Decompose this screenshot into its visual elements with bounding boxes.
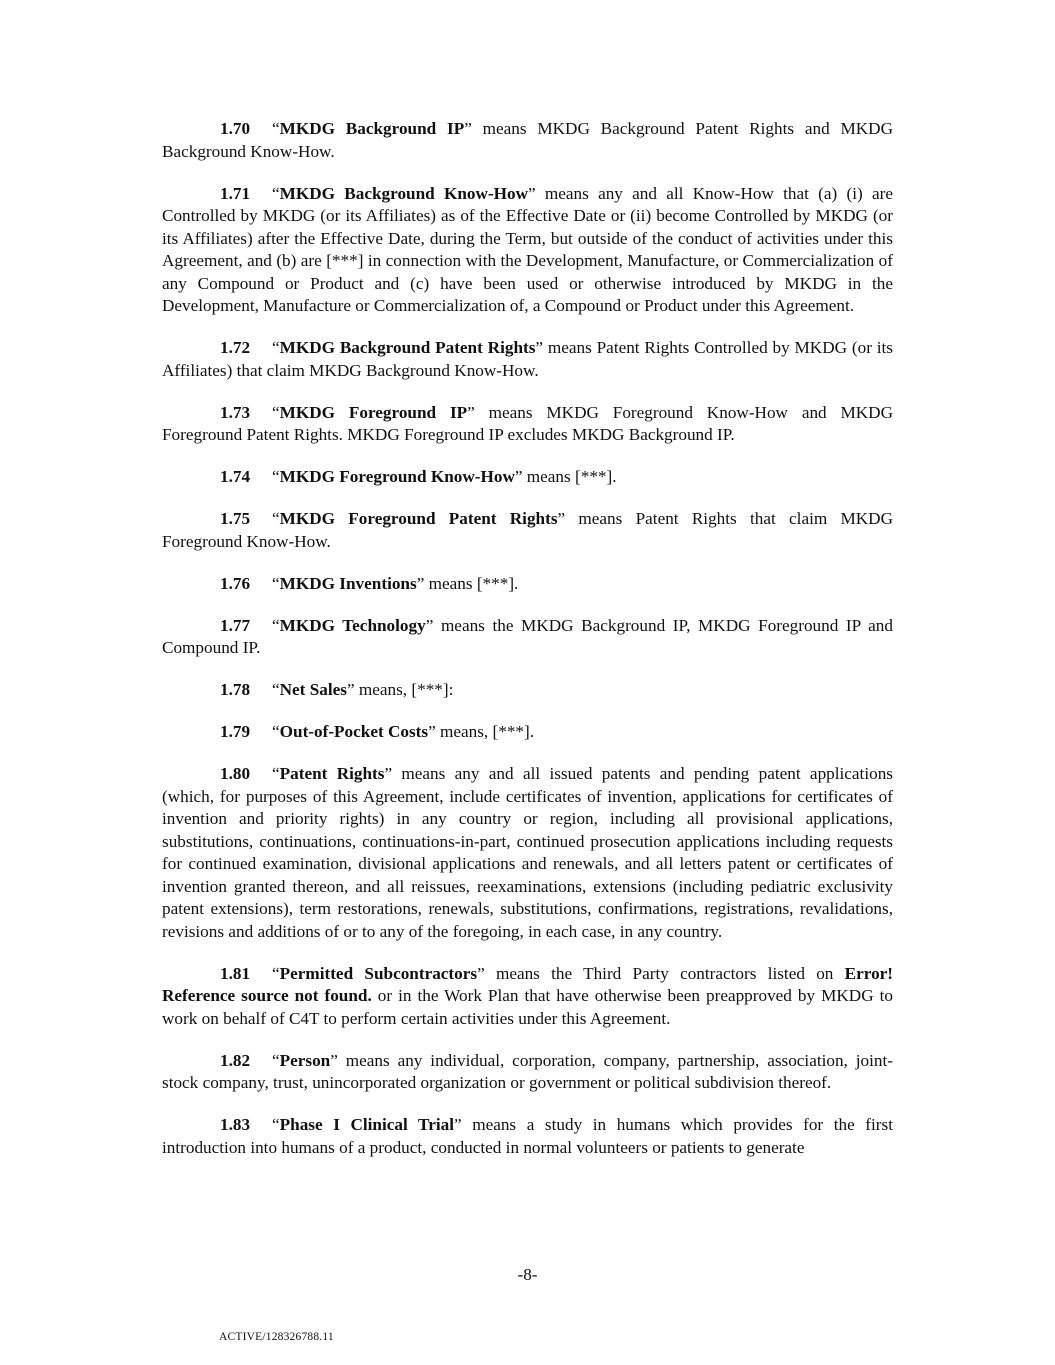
definition-text: ” means a study in humans which provides for the first introduction into humans of a product, conducted in normal volunteers or patients to generate bbox=[162, 1115, 893, 1157]
defined-term: MKDG Technology bbox=[279, 615, 426, 635]
definition-1-83 bbox=[162, 1114, 893, 1159]
section-number: 1.71 bbox=[220, 183, 251, 203]
section-number: 1.73 bbox=[220, 402, 251, 422]
page-number: -8- bbox=[517, 1265, 538, 1284]
defined-term: MKDG Background Patent Rights bbox=[279, 338, 536, 357]
open-quote: “ bbox=[272, 963, 280, 983]
open-quote: “ bbox=[272, 573, 280, 593]
defined-term: Out-of-Pocket Costs bbox=[279, 722, 429, 741]
definition-text: ” means [***]. bbox=[514, 467, 617, 486]
definition-text: ” means, [***]: bbox=[346, 680, 454, 699]
definition-1-82 bbox=[162, 1050, 893, 1095]
open-quote: “ bbox=[272, 615, 280, 635]
definition-text: ” means Patent Rights Controlled by MKDG (or its Affiliates) that claim MKDG Background Know-How. bbox=[162, 338, 893, 380]
definition-1-73 bbox=[162, 402, 893, 447]
open-quote: “ bbox=[272, 722, 280, 741]
defined-term: MKDG Foreground Patent Rights bbox=[279, 509, 558, 528]
open-quote: “ bbox=[272, 764, 280, 783]
definition-text: ” means MKDG Background Patent Rights and MKDG Background Know-How. bbox=[162, 119, 893, 161]
defined-term: MKDG Foreground IP bbox=[279, 402, 468, 422]
definition-1-81 bbox=[162, 963, 893, 1031]
defined-term: MKDG Background Know-How bbox=[279, 183, 529, 203]
defined-term: Phase I Clinical Trial bbox=[279, 1115, 454, 1134]
defined-term: MKDG Inventions bbox=[279, 573, 417, 593]
open-quote: “ bbox=[272, 402, 280, 422]
open-quote: “ bbox=[272, 338, 280, 357]
reference-error-text: Error! Reference source not found. bbox=[162, 963, 894, 1005]
open-quote: “ bbox=[272, 119, 280, 138]
section-number: 1.81 bbox=[220, 963, 251, 983]
defined-term: MKDG Foreground Know-How bbox=[279, 467, 515, 486]
definition-1-72 bbox=[162, 337, 893, 382]
definitions-list bbox=[162, 118, 893, 1179]
defined-term: Patent Rights bbox=[279, 764, 385, 783]
open-quote: “ bbox=[272, 680, 280, 699]
definition-1-71 bbox=[162, 183, 893, 318]
definition-text: ” means the MKDG Background IP, MKDG Foreground IP and Compound IP. bbox=[162, 615, 893, 657]
open-quote: “ bbox=[272, 1115, 280, 1134]
definition-1-76 bbox=[162, 573, 893, 596]
definition-text: ” means any and all issued patents and pending patent applications (which, for purposes of this Agreement, include certificates of invention, applications for certificates of invention and priority rights) in any country or region, including all provisional applications, substitutions, continuations, continuations-in-part, continued prosecution applications including requests for continued examination, divisional applications and renewals, and all letters patent or certificates of invention granted thereon, and all reissues, reexaminations, extensions (including pediatric exclusivity patent extensions), term restorations, renewals, substitutions, confirmations, registrations, revalidations, revisions and additions of or to any of the foregoing, in each case, in any country. bbox=[162, 764, 893, 941]
definition-text: ” means MKDG Foreground Know-How and MKDG Foreground Patent Rights. MKDG Foreground IP excludes MKDG Background IP. bbox=[162, 402, 894, 444]
definition-text: ” means [***]. bbox=[416, 573, 519, 593]
definition-1-70 bbox=[162, 118, 893, 163]
section-number: 1.77 bbox=[220, 615, 251, 635]
definition-text: ” means any and all Know-How that (a) (i) are Controlled by MKDG (or its Affiliates) as of the Effective Date or (ii) become Controlled by MKDG (or its Affiliates) after the Effective Date, during the Term, but outside of the conduct of activities under this Agreement, and (b) are [***] in connection with the Development, Manufacture, or Commercialization of any Compound or Product and (c) have been used or otherwise introduced by MKDG in the Development, Manufacture or Commercialization of, a Compound or Product under this Agreement. bbox=[162, 183, 893, 315]
section-number: 1.79 bbox=[220, 722, 251, 741]
definition-1-79 bbox=[162, 721, 893, 744]
definition-1-77 bbox=[162, 615, 893, 660]
defined-term: MKDG Background IP bbox=[279, 119, 465, 138]
section-number: 1.70 bbox=[220, 119, 251, 138]
definition-text: ” means the Third Party contractors listed on bbox=[477, 963, 845, 983]
section-number: 1.76 bbox=[220, 573, 251, 593]
definition-text: ” means, [***]. bbox=[428, 722, 535, 741]
section-number: 1.74 bbox=[220, 467, 251, 486]
section-number: 1.82 bbox=[220, 1050, 251, 1070]
section-number: 1.78 bbox=[220, 680, 251, 699]
open-quote: “ bbox=[272, 509, 280, 528]
definition-text-continued: or in the Work Plan that have otherwise been preapproved by MKDG to work on behalf of C4T to perform certain activities under this Agreement. bbox=[162, 986, 893, 1028]
defined-term: Permitted Subcontractors bbox=[279, 963, 478, 983]
document-id-footer: ACTIVE/128326788.11 bbox=[219, 1331, 334, 1343]
definition-text: ” means any individual, corporation, company, partnership, association, joint-stock company, trust, unincorporated organization or government or political subdivision thereof. bbox=[162, 1050, 893, 1092]
defined-term: Net Sales bbox=[279, 680, 347, 699]
section-number: 1.83 bbox=[220, 1115, 251, 1134]
section-number: 1.75 bbox=[220, 509, 251, 528]
definition-text: ” means Patent Rights that claim MKDG Foreground Know-How. bbox=[162, 509, 894, 551]
section-number: 1.72 bbox=[220, 338, 251, 357]
definition-1-80 bbox=[162, 763, 893, 943]
open-quote: “ bbox=[272, 1050, 280, 1070]
definition-1-74 bbox=[162, 466, 893, 489]
open-quote: “ bbox=[272, 467, 280, 486]
definition-1-75 bbox=[162, 508, 893, 553]
section-number: 1.80 bbox=[220, 764, 251, 783]
definition-1-78 bbox=[162, 679, 893, 702]
open-quote: “ bbox=[272, 183, 280, 203]
defined-term: Person bbox=[279, 1050, 331, 1070]
